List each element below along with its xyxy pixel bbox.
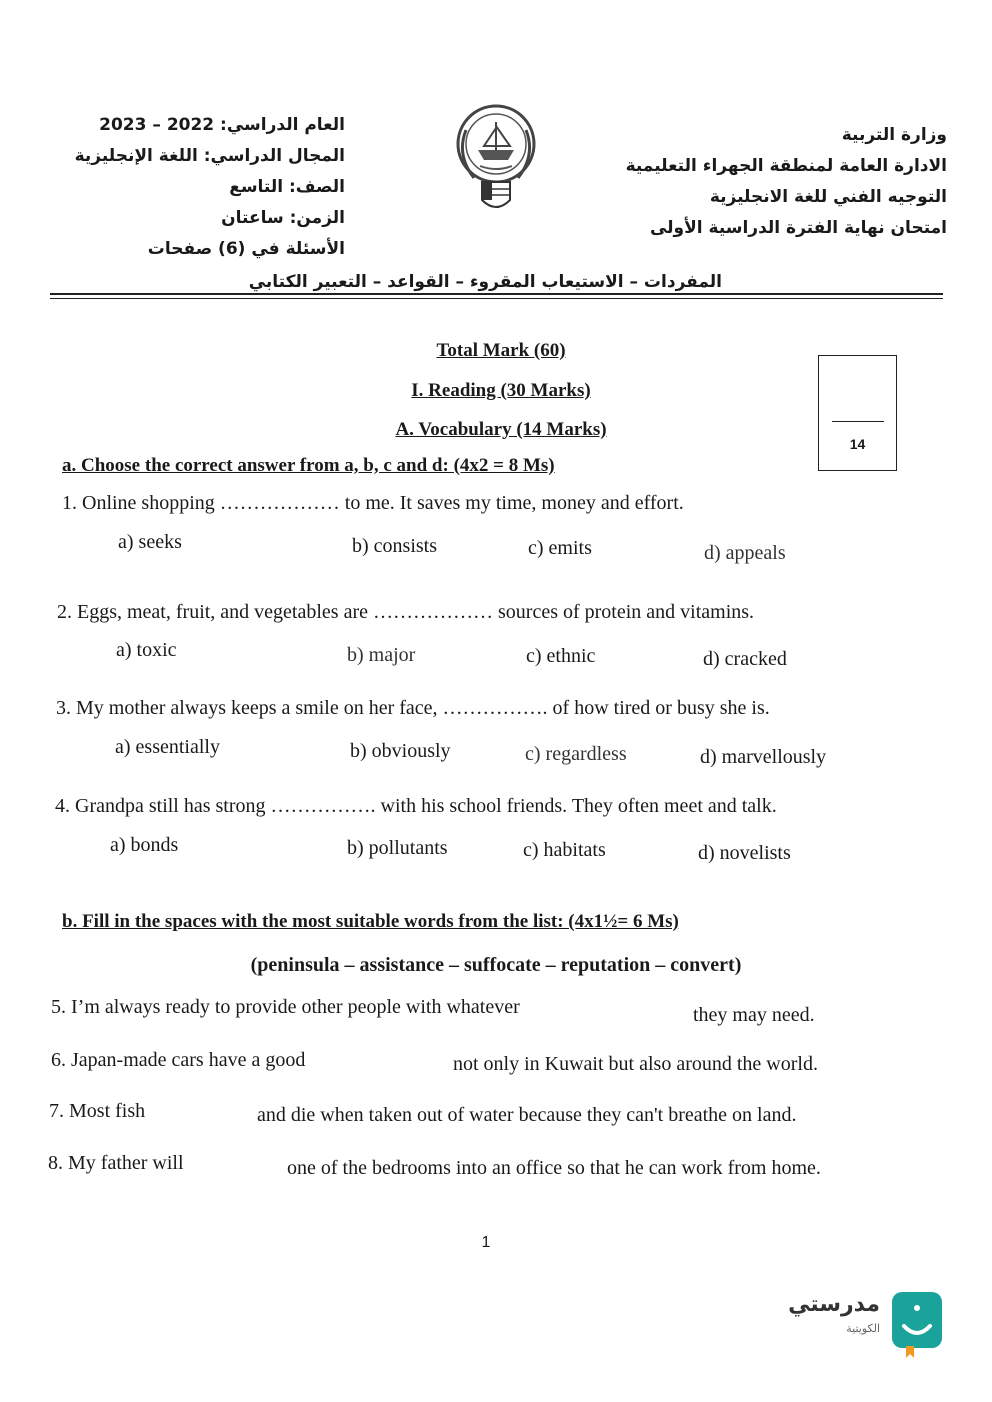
ministry-line: التوجيه الفني للغة الانجليزية (709, 187, 947, 207)
option[interactable]: b) obviously (350, 740, 451, 762)
page-count: الأسئلة في (6) صفحات (147, 239, 345, 259)
question-2: 2. Eggs, meat, fruit, and vegetables are ……………… sources of protein and vitamins. (57, 601, 755, 623)
exam-info (74, 110, 345, 265)
option[interactable]: c) ethnic (526, 645, 596, 667)
option[interactable]: b) pollutants (347, 837, 448, 859)
header-divider (50, 293, 943, 295)
option[interactable]: c) regardless (525, 743, 627, 765)
sentence-6-end: not only in Kuwait but also around the world. (453, 1053, 818, 1075)
page-number: 1 (481, 1234, 491, 1251)
ministry-header (587, 120, 947, 244)
option[interactable]: a) toxic (116, 639, 177, 661)
section-a-instruction: a. Choose the correct answer from a, b, c and d: (4x2 = 8 Ms) (62, 455, 555, 476)
option[interactable]: d) novelists (698, 842, 791, 864)
subject: المجال الدراسي: اللغة الإنجليزية (74, 146, 345, 166)
option[interactable]: d) marvellously (700, 746, 827, 768)
ministry-line: الادارة العامة لمنطقة الجهراء التعليمية (625, 156, 947, 176)
sentence-5-end: they may need. (693, 1004, 815, 1026)
duration: الزمن: ساعتان (221, 208, 345, 228)
academic-year: العام الدراسي: 2022 – 2023 (99, 115, 345, 135)
sentence-8-end: one of the bedrooms into an office so that he can work from home. (287, 1157, 821, 1179)
brand-subtitle: الكويتية (846, 1322, 880, 1335)
section-b-instruction: b. Fill in the spaces with the most suitable words from the list: (4x1½= 6 Ms) (62, 911, 679, 932)
option[interactable]: c) emits (528, 537, 592, 559)
brand-watermark (790, 1292, 950, 1362)
sentence-7-end: and die when taken out of water because they can't breathe on land. (257, 1104, 797, 1126)
vocabulary-title: A. Vocabulary (14 Marks) (395, 419, 607, 440)
question-3: 3. My mother always keeps a smile on her face, ……………. of how tired or busy she is. (56, 697, 770, 719)
option[interactable]: d) cracked (703, 648, 787, 670)
ministry-line: وزارة التربية (841, 125, 947, 145)
sentence-7-start: 7. Most fish (49, 1100, 146, 1122)
grade: الصف: التاسع (229, 177, 345, 197)
brand-name: مدرستي (788, 1292, 880, 1317)
option[interactable]: a) essentially (115, 736, 220, 758)
header-divider (50, 298, 943, 299)
option[interactable]: b) major (347, 644, 416, 666)
sentence-8-start: 8. My father will (48, 1152, 184, 1174)
option[interactable]: b) consists (352, 535, 437, 557)
brand-logo-icon (888, 1290, 946, 1360)
mark-box (818, 355, 897, 471)
total-mark-title: Total Mark (60) (436, 340, 566, 361)
sentence-5-start: 5. I’m always ready to provide other people with whatever (51, 996, 520, 1018)
kuwait-emblem-icon (452, 100, 540, 218)
option[interactable]: c) habitats (523, 839, 606, 861)
word-list: (peninsula – assistance – suffocate – reputation – convert) (250, 954, 742, 976)
option[interactable]: a) seeks (118, 531, 182, 553)
mark-value: 14 (849, 436, 866, 452)
sentence-6-start: 6. Japan-made cars have a good (51, 1049, 306, 1071)
option[interactable]: a) bonds (110, 834, 179, 856)
question-4: 4. Grandpa still has strong ……………. with his school friends. They often meet and talk. (55, 795, 777, 817)
mark-line (832, 421, 884, 422)
skills-line: المفردات – الاستيعاب المقروء – القواعد – التعبير الكتابي (248, 272, 722, 292)
reading-title: I. Reading (30 Marks) (411, 380, 591, 401)
question-1: 1. Online shopping ……………… to me. It saves my time, money and effort. (62, 492, 684, 514)
ministry-line: امتحان نهاية الفترة الدراسية الأولى (649, 218, 947, 238)
option[interactable]: d) appeals (704, 542, 786, 564)
